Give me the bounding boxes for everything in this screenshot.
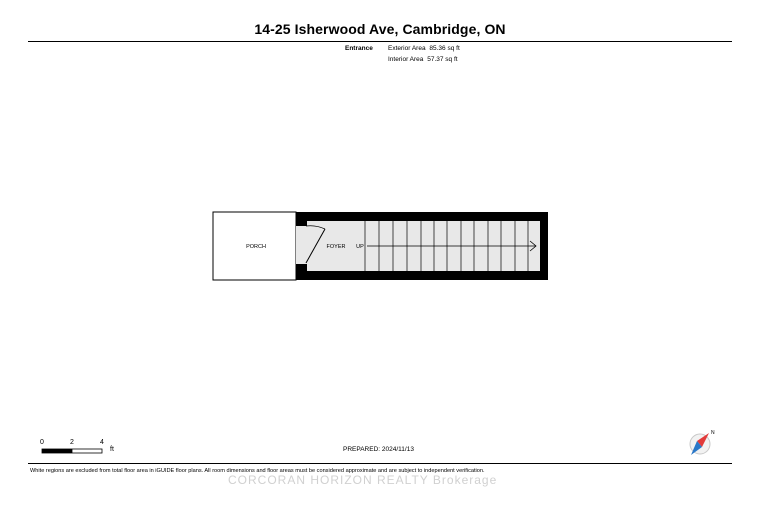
- interior-area-label: Interior Area: [388, 56, 424, 63]
- level-name: Entrance: [345, 45, 373, 52]
- scale-unit: ft: [110, 446, 114, 453]
- porch-label: PORCH: [246, 244, 266, 250]
- scale-bar: [42, 449, 102, 453]
- scale-label-2: 2: [70, 439, 74, 446]
- compass-north-label: N: [711, 430, 715, 436]
- page-title: 14-25 Isherwood Ave, Cambridge, ON: [254, 21, 506, 37]
- door-opening: [296, 226, 307, 264]
- exterior-area-value: 85.36 sq ft: [429, 45, 460, 52]
- stair-up-label: UP: [356, 244, 364, 250]
- interior-area-value: 57.37 sq ft: [427, 56, 458, 63]
- scale-label-4: 4: [100, 439, 104, 446]
- door-jamb-bottom: [296, 264, 307, 271]
- exterior-area-label: Exterior Area: [388, 45, 426, 52]
- foyer-label: FOYER: [326, 244, 346, 250]
- disclaimer-text: White regions are excluded from total floor area in iGUIDE floor plans. All room dimensions and floor areas must be considered approximate and are subject to independent verification.: [30, 468, 485, 474]
- scale-label-0: 0: [40, 439, 44, 446]
- brokerage-watermark: CORCORAN HORIZON REALTY Brokerage: [228, 473, 498, 487]
- prepared-date: PREPARED: 2024/11/13: [343, 446, 414, 453]
- footer-divider: [28, 463, 732, 464]
- compass-icon: [690, 430, 715, 455]
- door-jamb-top: [296, 221, 307, 226]
